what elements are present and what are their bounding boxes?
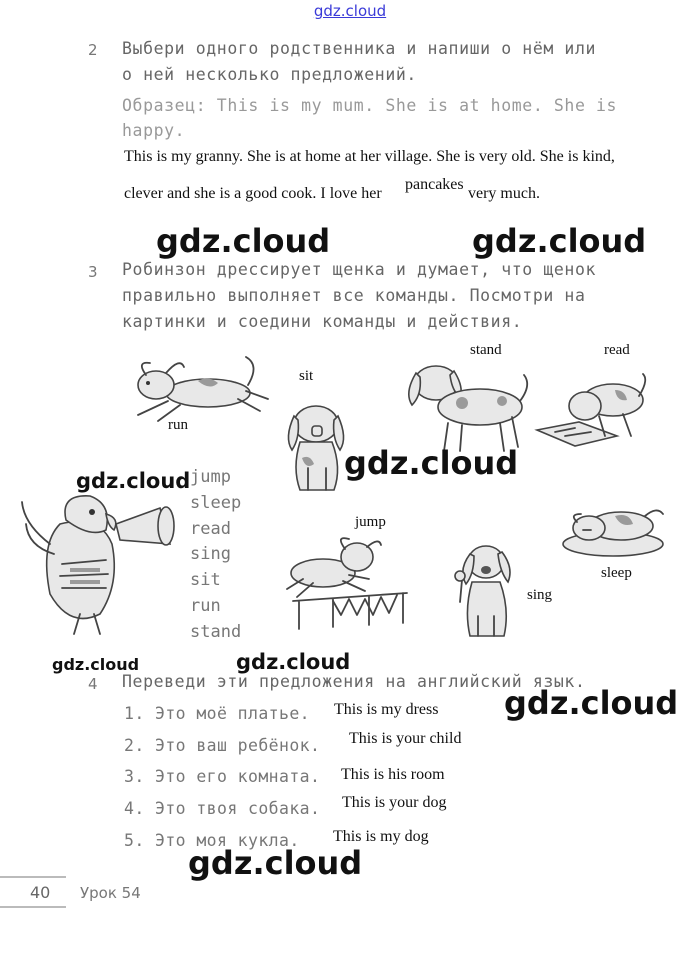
task-4-answer-2: This is your child [349, 730, 462, 747]
page-number: 40 [30, 883, 51, 902]
task-2-answer-insert: pancakes [405, 176, 464, 193]
watermark: gdz.cloud [188, 844, 363, 882]
label-jump: jump [355, 514, 386, 530]
task-2-answer-line-1: This is my granny. She is at home at her village. She is very old. She is kind, [124, 148, 615, 165]
task-3-instruction-line-1: Робинзон дрессирует щенка и думает, что щенок [122, 260, 597, 279]
task-4-number: 4 [88, 675, 98, 693]
task-4-sentence-1: 1. Это моё платье. [124, 704, 311, 723]
task-2-instruction-line-1: Выбери одного родственника и напиши о нём или [122, 39, 597, 58]
command-read: read [190, 518, 231, 539]
label-sing: sing [527, 587, 553, 603]
command-sit: sit [190, 570, 221, 591]
task-4-instruction: Переведи эти предложения на английский язык. [122, 672, 586, 691]
task-4-answer-1: This is my dress [334, 701, 439, 718]
command-stand: stand [190, 621, 242, 642]
puppy-jumping-picture [283, 535, 413, 635]
task-2-instruction-line-2: о ней несколько предложений. [122, 65, 417, 84]
watermark: gdz.cloud [344, 444, 519, 482]
puppy-sitting-picture [282, 398, 352, 496]
task-4-answer-3: This is his room [341, 766, 445, 783]
label-stand: stand [470, 342, 502, 358]
command-jump: jump [190, 467, 231, 487]
puppy-standing-picture [400, 357, 535, 455]
label-run: run [168, 417, 188, 433]
task-4-sentence-4: 4. Это твоя собака. [124, 799, 321, 818]
task-2-number: 2 [88, 41, 98, 59]
command-sleep: sleep [190, 492, 242, 513]
parrot-robinson-picture [20, 484, 190, 639]
task-2-answer-line-2a: clever and she is a good cook. I love her [124, 185, 382, 202]
command-run: run [190, 595, 221, 616]
watermark: gdz.cloud [236, 650, 351, 674]
task-2-sample-line-1: Образец: This is my mum. She is at home. She is [122, 96, 618, 115]
label-read: read [604, 342, 630, 358]
task-4-answer-5: This is my dog [333, 828, 429, 845]
puppy-running-picture [128, 355, 273, 430]
task-4-answer-4: This is your dog [342, 794, 447, 811]
lesson-label: Урок 54 [80, 884, 141, 902]
watermark: gdz.cloud [52, 655, 140, 674]
task-4-sentence-5: 5. Это моя кукла. [124, 831, 300, 850]
task-3-number: 3 [88, 263, 98, 281]
task-4-sentence-2: 2. Это ваш ребёнок. [124, 736, 321, 755]
task-3-instruction-line-3: картинки и соедини команды и действия. [122, 312, 523, 331]
label-sleep: sleep [601, 565, 632, 581]
watermark: gdz.cloud [472, 222, 647, 260]
watermark: gdz.cloud [504, 684, 679, 722]
watermark: gdz.cloud [76, 469, 191, 493]
watermark: gdz.cloud [156, 222, 331, 260]
task-4-sentence-3: 3. Это его комната. [124, 767, 321, 786]
command-sing: sing [190, 544, 231, 565]
label-sit: sit [299, 368, 314, 384]
task-2-sample-line-2: happy. [122, 121, 186, 140]
puppy-reading-picture [535, 370, 650, 450]
puppy-singing-picture [448, 540, 523, 640]
site-watermark-top[interactable]: gdz.cloud [313, 2, 387, 20]
task-3-instruction-line-2: правильно выполняет все команды. Посмотри на [122, 286, 586, 305]
puppy-sleeping-picture [555, 498, 670, 560]
task-2-answer-line-2b: very much. [468, 185, 540, 202]
command-list [190, 465, 241, 646]
